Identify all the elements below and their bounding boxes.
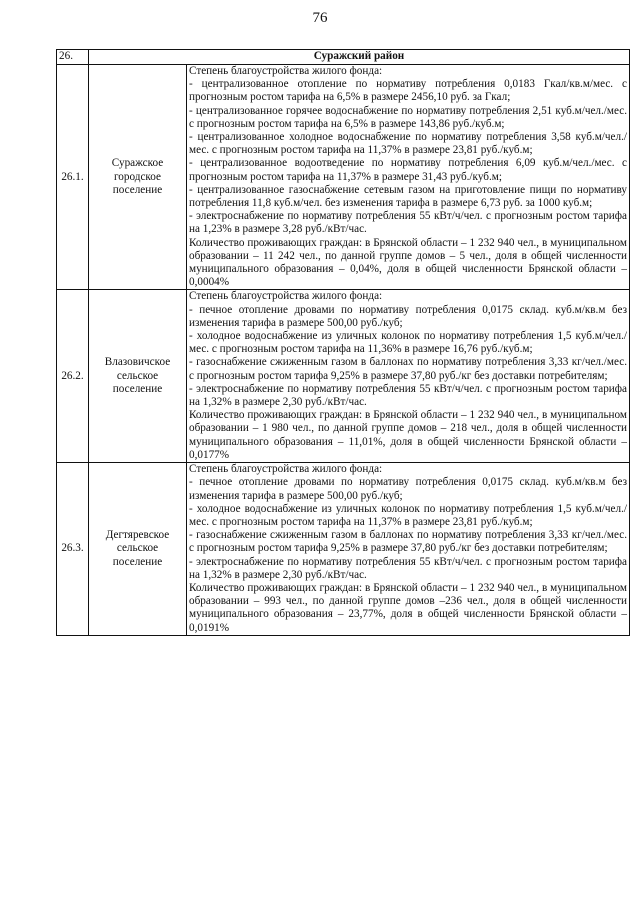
settlement-description	[187, 65, 630, 290]
description-paragraph: Количество проживающих граждан: в Брянской области – 1 232 940 чел., в муниципальном образовании – 993 чел., по данной группе домов –236 чел., доля в общей численности муниципального образования – 23,77%, доля в общей численности Брянской области – 0,0191%	[189, 581, 627, 634]
settlement-description	[187, 290, 630, 463]
settlement-description	[187, 463, 630, 636]
description-paragraph: - холодное водоснабжение из уличных колонок по нормативу потребления 1,5 куб.м/чел./мес. с прогнозным ростом тарифа на 11,36% в размере 16,76 руб./куб.м;	[189, 330, 627, 356]
description-paragraph: - печное отопление дровами по нормативу потребления 0,0175 склад. куб.м/кв.м без изменения тарифа в размере 500,00 руб./куб;	[189, 303, 627, 329]
table-header-row	[57, 50, 630, 65]
page-number: 76	[312, 10, 328, 26]
description-paragraph: - электроснабжение по нормативу потребления 55 кВт/ч/чел. с прогнозным ростом тарифа на 1,32% в размере 2,30 руб./кВт/час.	[189, 382, 627, 409]
description-paragraph: - централизованное газоснабжение сетевым газом на приготовление пищи по нормативу потребления 11,8 куб.м/чел. без изменения тарифа в размере 6,73 руб. за 1000 куб.м;	[189, 183, 627, 210]
description-paragraph: - централизованное водоотведение по нормативу потребления 6,09 куб.м/чел./мес. с прогнозным ростом тарифа на 11,37% в размере 31,43 руб./куб.м;	[189, 157, 627, 183]
row-number: 26.2.	[57, 290, 89, 463]
description-paragraph: Количество проживающих граждан: в Брянской области – 1 232 940 чел., в муниципальном образовании – 11 242 чел., по данной группе домов – 5 чел., доля в общей численности муниципального образования – 0,04%, доля в общей численности Брянской области – 0,0004%	[189, 236, 627, 289]
description-paragraph: - холодное водоснабжение из уличных колонок по нормативу потребления 1,5 куб.м/чел./мес. с прогнозным ростом тарифа на 11,37% в размере 23,81 руб./куб.м;	[189, 502, 627, 528]
description-paragraph: Количество проживающих граждан: в Брянской области – 1 232 940 чел., в муниципальном образовании – 1 980 чел., по данной группе домов – 218 чел., доля в общей численности муниципального образования – 11,01%, доля в общей численности Брянской области – 0,0177%	[189, 409, 627, 461]
settlement-name: Влазовичское сельское поселение	[89, 290, 187, 463]
district-table	[56, 49, 630, 636]
description-paragraph: - газоснабжение сжиженным газом в баллонах по нормативу потребления 3,33 кг/чел./мес. с прогнозным ростом тарифа 9,25% в размере 37,80 руб./кг без доставки потребителям;	[189, 529, 627, 555]
table-row	[57, 290, 630, 463]
settlement-name: Суражское городское поселение	[89, 65, 187, 290]
description-paragraph: Степень благоустройства жилого фонда:	[189, 463, 383, 476]
header-number: 26.	[57, 50, 89, 65]
description-paragraph: Степень благоустройства жилого фонда:	[189, 290, 383, 303]
description-paragraph: - электроснабжение по нормативу потребления 55 кВт/ч/чел. с прогнозным ростом тарифа на 1,32% в размере 2,30 руб./кВт/час.	[189, 555, 627, 581]
table-row	[57, 463, 630, 636]
description-paragraph: Степень благоустройства жилого фонда:	[189, 65, 383, 77]
district-title: Суражский район	[89, 50, 630, 65]
row-number: 26.1.	[57, 65, 89, 290]
description-paragraph: - печное отопление дровами по нормативу потребления 0,0175 склад. куб.м/кв.м без изменения тарифа в размере 500,00 руб./куб;	[189, 476, 627, 502]
description-paragraph: - электроснабжение по нормативу потребления 55 кВт/ч/чел. с прогнозным ростом тарифа на 1,23% в размере 3,28 руб./кВт/час.	[189, 210, 627, 236]
description-paragraph: - централизованное холодное водоснабжение по нормативу потребления 3,58 куб.м/чел./мес. с прогнозным ростом тарифа на 11,37% в размере 23,81 руб./куб.м;	[189, 131, 627, 157]
description-paragraph: - централизованное горячее водоснабжение по нормативу потребления 2,51 куб.м/чел./мес. с прогнозным ростом тарифа на 6,5% в размере 143,86 руб./куб.м;	[189, 104, 627, 130]
description-paragraph: - централизованное отопление по нормативу потребления 0,0183 Гкал/кв.м/мес. с прогнозным ростом тарифа на 6,5% в размере 2456,10 руб. за Гкал;	[189, 78, 627, 104]
row-number: 26.3.	[57, 463, 89, 636]
table-row	[57, 65, 630, 290]
description-paragraph: - газоснабжение сжиженным газом в баллонах по нормативу потребления 3,33 кг/чел./мес. с прогнозным ростом тарифа 9,25% в размере 37,80 руб./кг без доставки потребителям;	[189, 356, 627, 382]
settlement-name: Дегтяревское сельское поселение	[89, 463, 187, 636]
